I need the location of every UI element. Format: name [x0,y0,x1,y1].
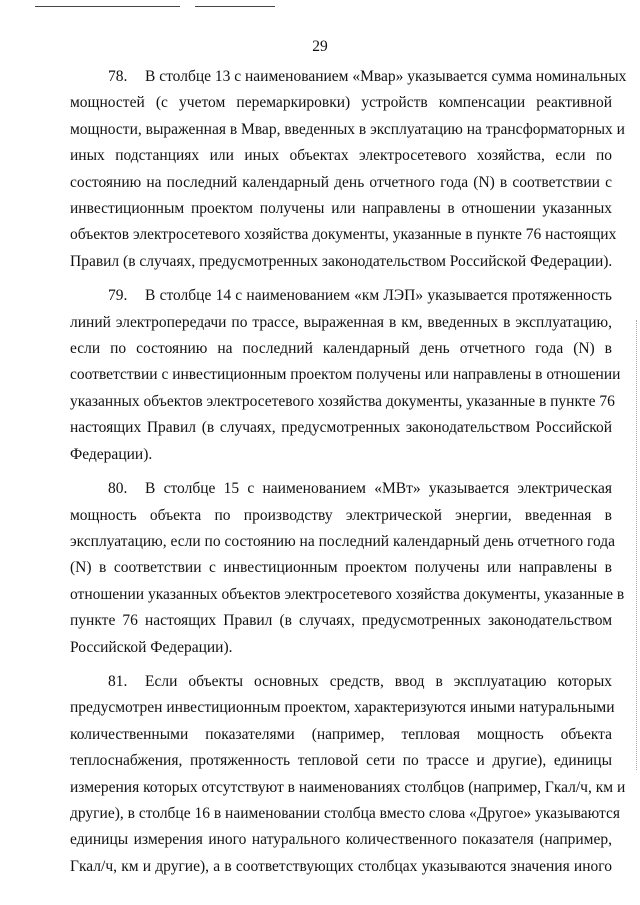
paragraph-line: если по состоянию на последний календарный день отчетного года (N) в [70,340,612,358]
paragraph-line: эксплуатацию, если по состоянию на последний календарный день отчетного года [70,532,616,550]
paragraph-number: 78. [108,68,128,85]
paragraph-line: инвестиционным проектом получены или направлены в отношении указанных [70,200,612,218]
document-body [70,64,627,888]
paragraph-line: 81. Если объекты основных средств, ввод в эксплуатацию которых [70,669,612,695]
paragraph-line: объектов электросетевого хозяйства документы, указанные в пункте 76 настоящих [70,226,617,244]
top-rule-left [35,6,180,7]
paragraph-line: (N) в соответствии с инвестиционным проектом получены или направлены в [70,559,612,577]
paragraph-line: 78. В столбце 13 с наименованием «Мвар» указывается сумма номинальных [70,64,612,90]
paragraph-line: 80. В столбце 15 с наименованием «МВт» указывается электрическая [70,476,612,502]
paragraph-line: мощностей (с учетом перемаркировки) устройств компенсации реактивной [70,94,612,112]
paragraph-line: настоящих Правил (в случаях, предусмотренных законодательством Российской [70,419,612,437]
paragraph-line: состоянию на последний календарный день отчетного года (N) в соответствии с [70,173,612,191]
paragraph-line: линий электропередачи по трассе, выраженная в км, введенных в эксплуатацию, [70,313,612,331]
paragraph-line: единицы измерения иного натурального количественного показателя (например, [70,831,612,849]
page-number: 29 [312,38,328,55]
paragraph-line: иных подстанциях или иных объектах электросетевого хозяйства, если по [70,147,612,165]
paragraph-line: измерения которых отсутствуют в наименованиях столбцов (например, Гкал/ч, км и [70,778,626,796]
paragraph-line: 79. В столбце 14 с наименованием «км ЛЭП» указывается протяженность [70,283,612,309]
paragraph-78 [70,64,627,275]
paragraph-79 [70,283,621,468]
paragraph-line: пункте 76 настоящих Правил (в случаях, предусмотренных законодательством [70,612,612,630]
paragraph-number: 80. [108,480,128,498]
paragraph-number: 79. [108,287,128,305]
paragraph-line: Гкал/ч, км и другие), а в соответствующих столбцах указываются значения иного [70,857,612,875]
paragraph-line: другие), в столбце 16 в наименовании столбца вместо слова «Другое» указываются [70,804,620,822]
paragraph-line: мощность объекта по производству электрической энергии, введенная в [70,506,612,524]
paragraph-line: количественными показателями (например, тепловая мощность объекта [70,725,612,743]
paragraph-line: мощности, выраженная в Мвар, введенных в эксплуатацию на трансформаторных и [70,120,625,138]
paragraph-number: 81. [108,672,128,690]
paragraph-line: теплоснабжения, протяженность тепловой сети по трассе и другие), единицы [70,752,612,770]
paragraph-line: отношении указанных объектов электросетевого хозяйства документы, указанные в [70,585,625,603]
paragraph-line: соответствии с инвестиционным проектом получены или направлены в отношении [70,366,621,384]
top-rule-right [195,6,275,7]
paragraph-line: Федерации). [70,445,153,463]
paragraph-81 [70,669,626,880]
paragraph-line: Российской Федерации). [70,638,233,656]
paragraph-line: указанных объектов электросетевого хозяйства документы, указанные в пункте 76 [70,392,615,410]
scan-edge-mark [634,320,637,770]
paragraph-line: Правил (в случаях, предусмотренных законодательством Российской Федерации). [70,252,613,270]
paragraph-line: предусмотрен инвестиционным проектом, характеризуются иными натуральными [70,699,615,717]
paragraph-80 [70,476,625,661]
